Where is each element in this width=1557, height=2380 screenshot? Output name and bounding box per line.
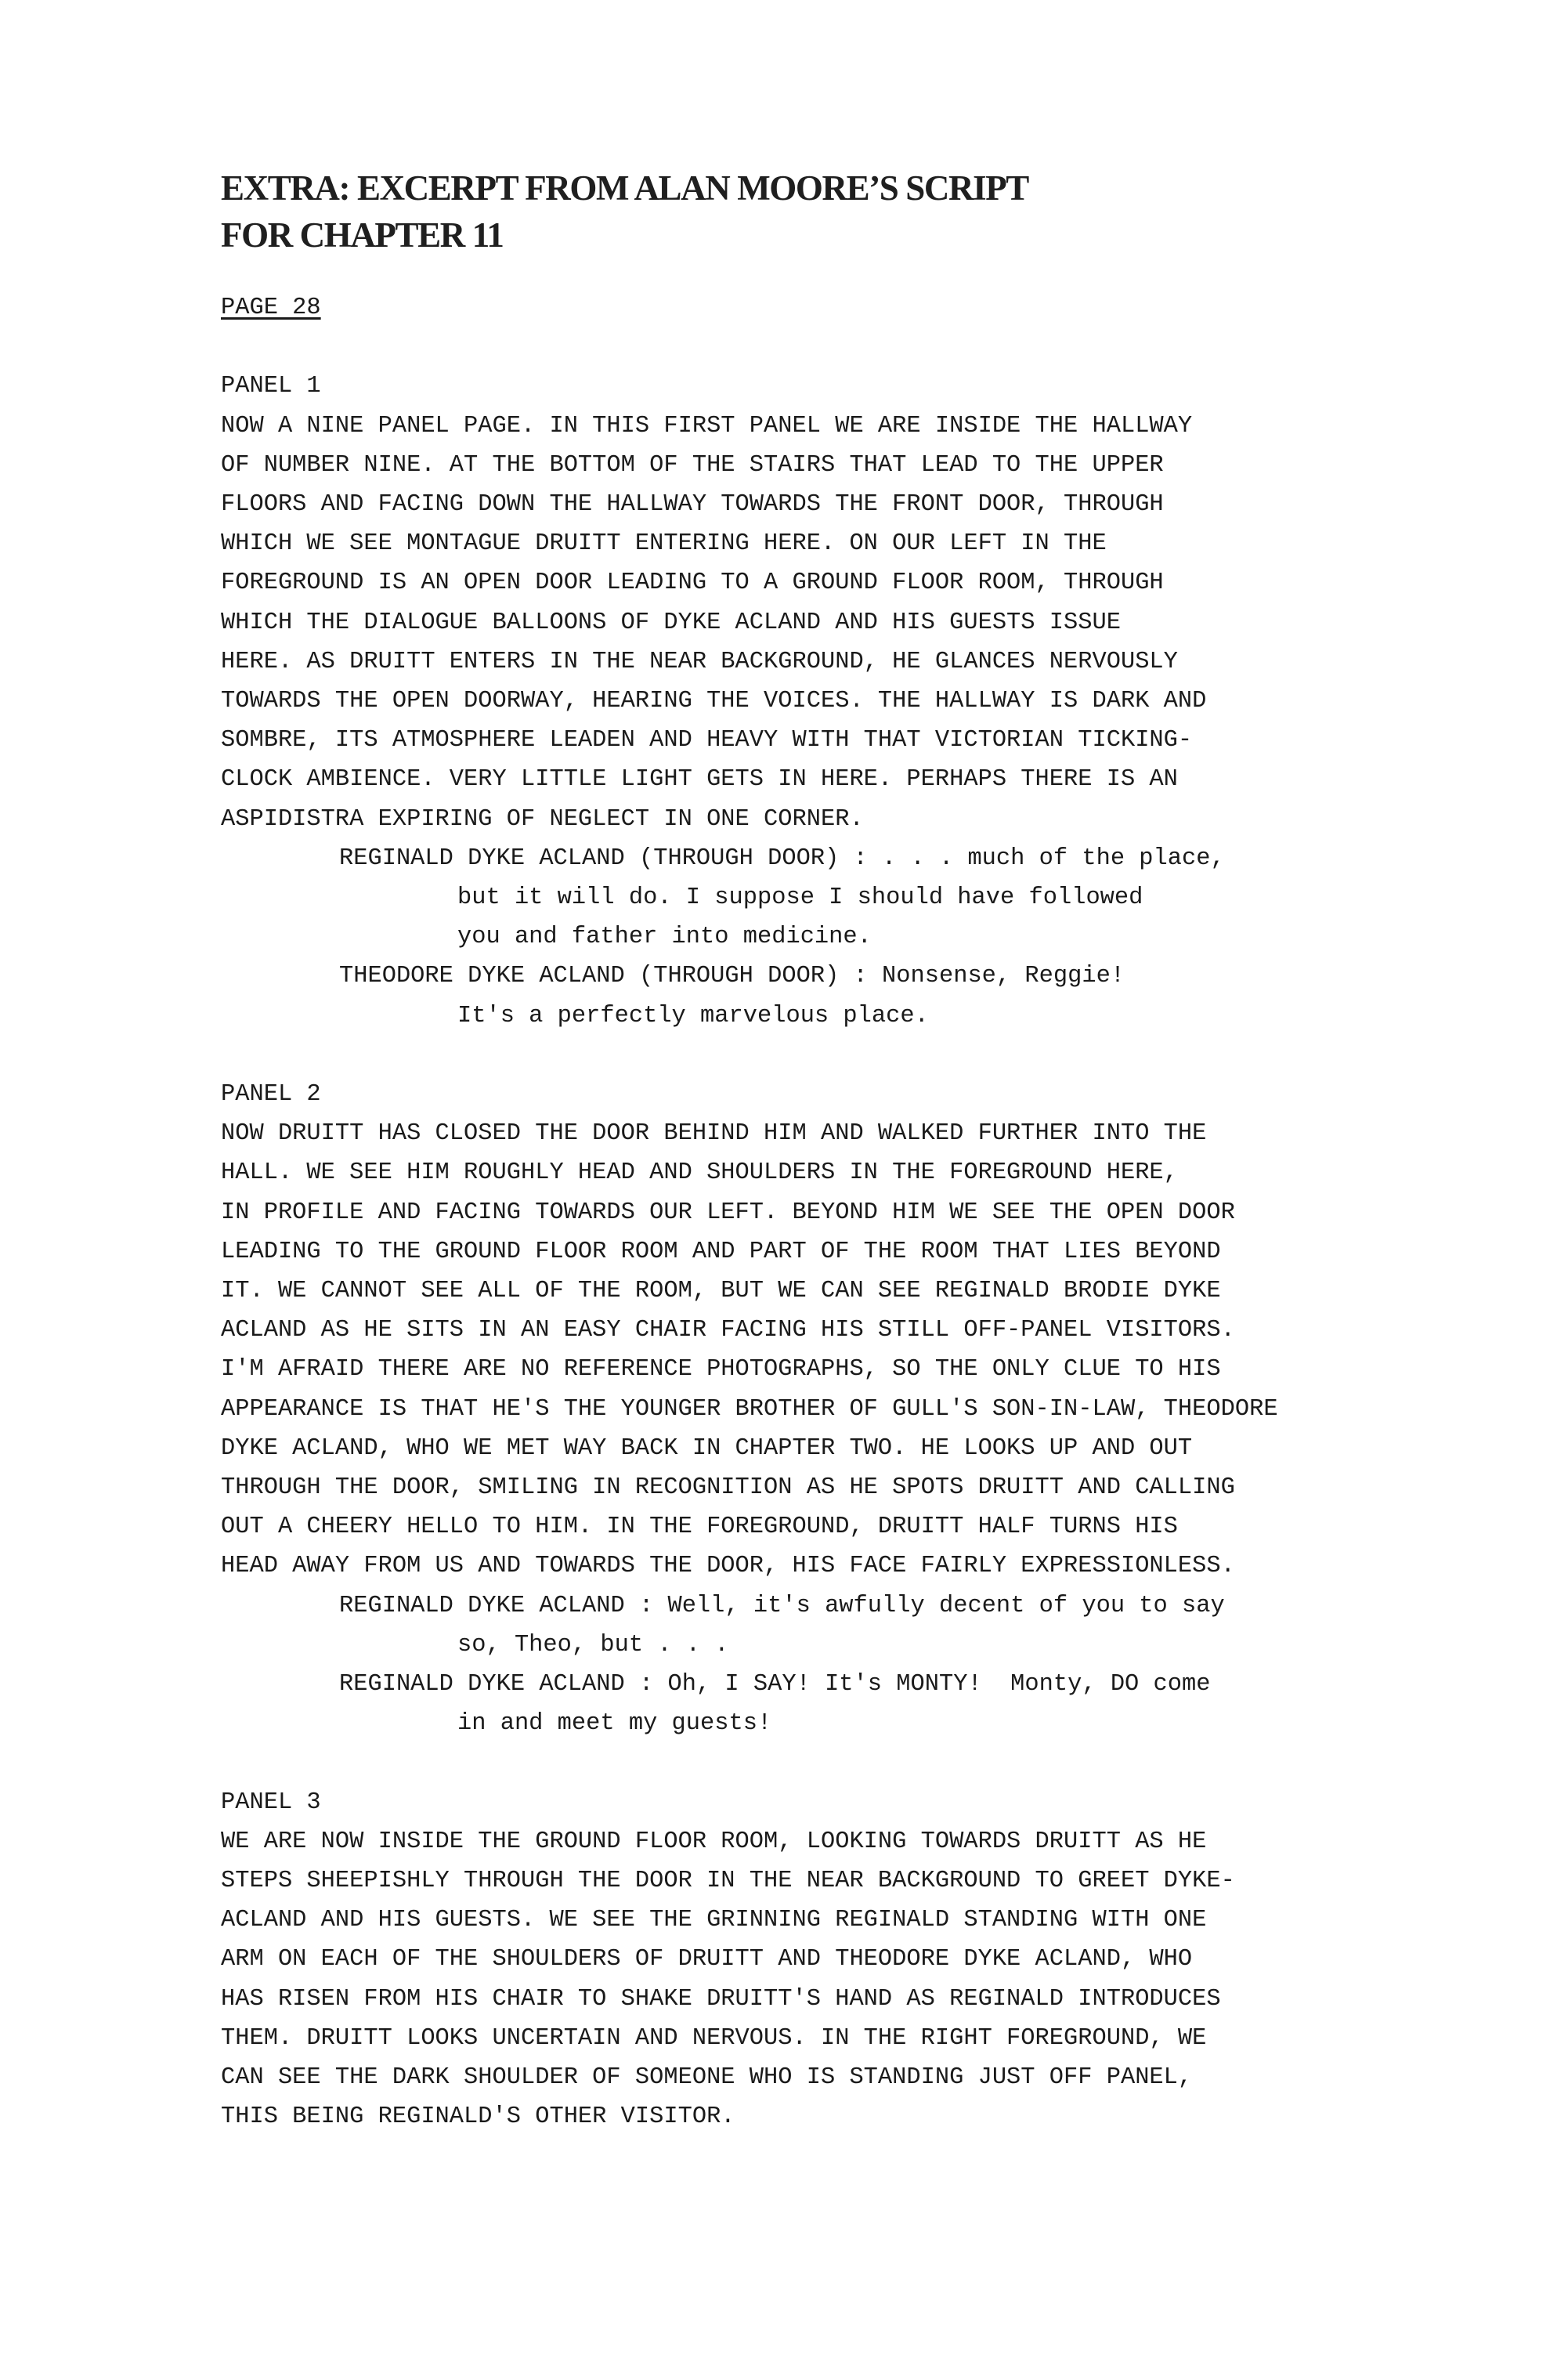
panel-description [221, 407, 1396, 839]
title-line: FOR CHAPTER 11 [221, 215, 504, 255]
dialogue-continuation-line: in and meet my guests! [457, 1710, 772, 1738]
dialogue-speaker-line: REGINALD DYKE ACLAND : Well, it's awfully decent of you to say [339, 1592, 1225, 1619]
description-line: OUT A CHEERY HELLO TO HIM. IN THE FOREGROUND, DRUITT HALF TURNS HIS [221, 1514, 1178, 1541]
description-line: ACLAND AS HE SITS IN AN EASY CHAIR FACING HIS STILL OFF-PANEL VISITORS. [221, 1317, 1235, 1344]
panel-heading: PANEL 1 [221, 373, 321, 400]
title-line: EXTRA: EXCERPT FROM ALAN MOORE’S SCRIPT [221, 168, 1028, 208]
description-line: ARM ON EACH OF THE SHOULDERS OF DRUITT AND THEODORE DYKE ACLAND, WHO [221, 1946, 1193, 1973]
description-line: APPEARANCE IS THAT HE'S THE YOUNGER BROTHER OF GULL'S SON-IN-LAW, THEODORE [221, 1395, 1278, 1423]
description-line: TOWARDS THE OPEN DOORWAY, HEARING THE VOICES. THE HALLWAY IS DARK AND [221, 688, 1207, 715]
description-line: IT. WE CANNOT SEE ALL OF THE ROOM, BUT WE CAN SEE REGINALD BRODIE DYKE [221, 1278, 1221, 1305]
description-line: HAS RISEN FROM HIS CHAIR TO SHAKE DRUITT'S HAND AS REGINALD INTRODUCES [221, 1985, 1221, 2013]
panel-dialogue [221, 1586, 1396, 1744]
panel-description [221, 1114, 1396, 1586]
description-line: WE ARE NOW INSIDE THE GROUND FLOOR ROOM, LOOKING TOWARDS DRUITT AS HE [221, 1828, 1207, 1855]
description-line: DYKE ACLAND, WHO WE MET WAY BACK IN CHAPTER TWO. HE LOOKS UP AND OUT [221, 1434, 1193, 1462]
description-line: FOREGROUND IS AN OPEN DOOR LEADING TO A GROUND FLOOR ROOM, THROUGH [221, 570, 1164, 597]
panel-description [221, 1822, 1396, 2137]
script-page [221, 165, 1396, 2137]
panel-heading: PANEL 2 [221, 1081, 321, 1109]
description-line: THROUGH THE DOOR, SMILING IN RECOGNITION AS HE SPOTS DRUITT AND CALLING [221, 1474, 1235, 1502]
description-line: CLOCK AMBIENCE. VERY LITTLE LIGHT GETS IN HERE. PERHAPS THERE IS AN [221, 766, 1178, 794]
description-line: WHICH THE DIALOGUE BALLOONS OF DYKE ACLAND AND HIS GUESTS ISSUE [221, 609, 1121, 636]
description-line: THEM. DRUITT LOOKS UNCERTAIN AND NERVOUS. IN THE RIGHT FOREGROUND, WE [221, 2024, 1207, 2052]
description-line: ASPIDISTRA EXPIRING OF NEGLECT IN ONE CORNER. [221, 805, 864, 833]
description-line: HALL. WE SEE HIM ROUGHLY HEAD AND SHOULDERS IN THE FOREGROUND HERE, [221, 1159, 1178, 1187]
description-line: NOW A NINE PANEL PAGE. IN THIS FIRST PANEL WE ARE INSIDE THE HALLWAY [221, 412, 1193, 439]
panels-container [221, 367, 1396, 2136]
description-line: HEAD AWAY FROM US AND TOWARDS THE DOOR, HIS FACE FAIRLY EXPRESSIONLESS. [221, 1553, 1235, 1580]
script-panel [221, 367, 1396, 1035]
description-line: STEPS SHEEPISHLY THROUGH THE DOOR IN THE NEAR BACKGROUND TO GREET DYKE- [221, 1868, 1235, 1895]
description-line: CAN SEE THE DARK SHOULDER OF SOMEONE WHO IS STANDING JUST OFF PANEL, [221, 2064, 1193, 2092]
dialogue-speaker-line: REGINALD DYKE ACLAND : Oh, I SAY! It's MONTY! Monty, DO come [339, 1671, 1211, 1698]
script-panel [221, 1783, 1396, 2137]
document-title [221, 165, 1396, 259]
dialogue-continuation-line: you and father into medicine. [457, 924, 872, 951]
panel-heading: PANEL 3 [221, 1789, 321, 1816]
description-line: I'M AFRAID THERE ARE NO REFERENCE PHOTOGRAPHS, SO THE ONLY CLUE TO HIS [221, 1356, 1221, 1384]
page-number-label: PAGE 28 [221, 295, 321, 321]
dialogue-speaker-line: REGINALD DYKE ACLAND (THROUGH DOOR) : . . . much of the place, [339, 845, 1225, 872]
description-line: FLOORS AND FACING DOWN THE HALLWAY TOWARDS THE FRONT DOOR, THROUGH [221, 491, 1164, 518]
dialogue-continuation-line: so, Theo, but . . . [457, 1631, 729, 1658]
panel-dialogue [221, 839, 1396, 1036]
script-panel [221, 1075, 1396, 1743]
description-line: WHICH WE SEE MONTAGUE DRUITT ENTERING HERE. ON OUR LEFT IN THE [221, 530, 1107, 558]
dialogue-continuation-line: but it will do. I suppose I should have followed [457, 884, 1143, 912]
description-line: LEADING TO THE GROUND FLOOR ROOM AND PART OF THE ROOM THAT LIES BEYOND [221, 1238, 1221, 1265]
dialogue-speaker-line: THEODORE DYKE ACLAND (THROUGH DOOR) : Nonsense, Reggie! [339, 963, 1125, 990]
description-line: THIS BEING REGINALD'S OTHER VISITOR. [221, 2103, 735, 2131]
description-line: ACLAND AND HIS GUESTS. WE SEE THE GRINNING REGINALD STANDING WITH ONE [221, 1907, 1207, 1934]
description-line: NOW DRUITT HAS CLOSED THE DOOR BEHIND HIM AND WALKED FURTHER INTO THE [221, 1120, 1207, 1148]
description-line: HERE. AS DRUITT ENTERS IN THE NEAR BACKGROUND, HE GLANCES NERVOUSLY [221, 648, 1178, 675]
description-line: SOMBRE, ITS ATMOSPHERE LEADEN AND HEAVY WITH THAT VICTORIAN TICKING- [221, 727, 1193, 754]
description-line: IN PROFILE AND FACING TOWARDS OUR LEFT. BEYOND HIM WE SEE THE OPEN DOOR [221, 1199, 1235, 1226]
description-line: OF NUMBER NINE. AT THE BOTTOM OF THE STAIRS THAT LEAD TO THE UPPER [221, 451, 1164, 479]
dialogue-continuation-line: It's a perfectly marvelous place. [457, 1002, 929, 1029]
